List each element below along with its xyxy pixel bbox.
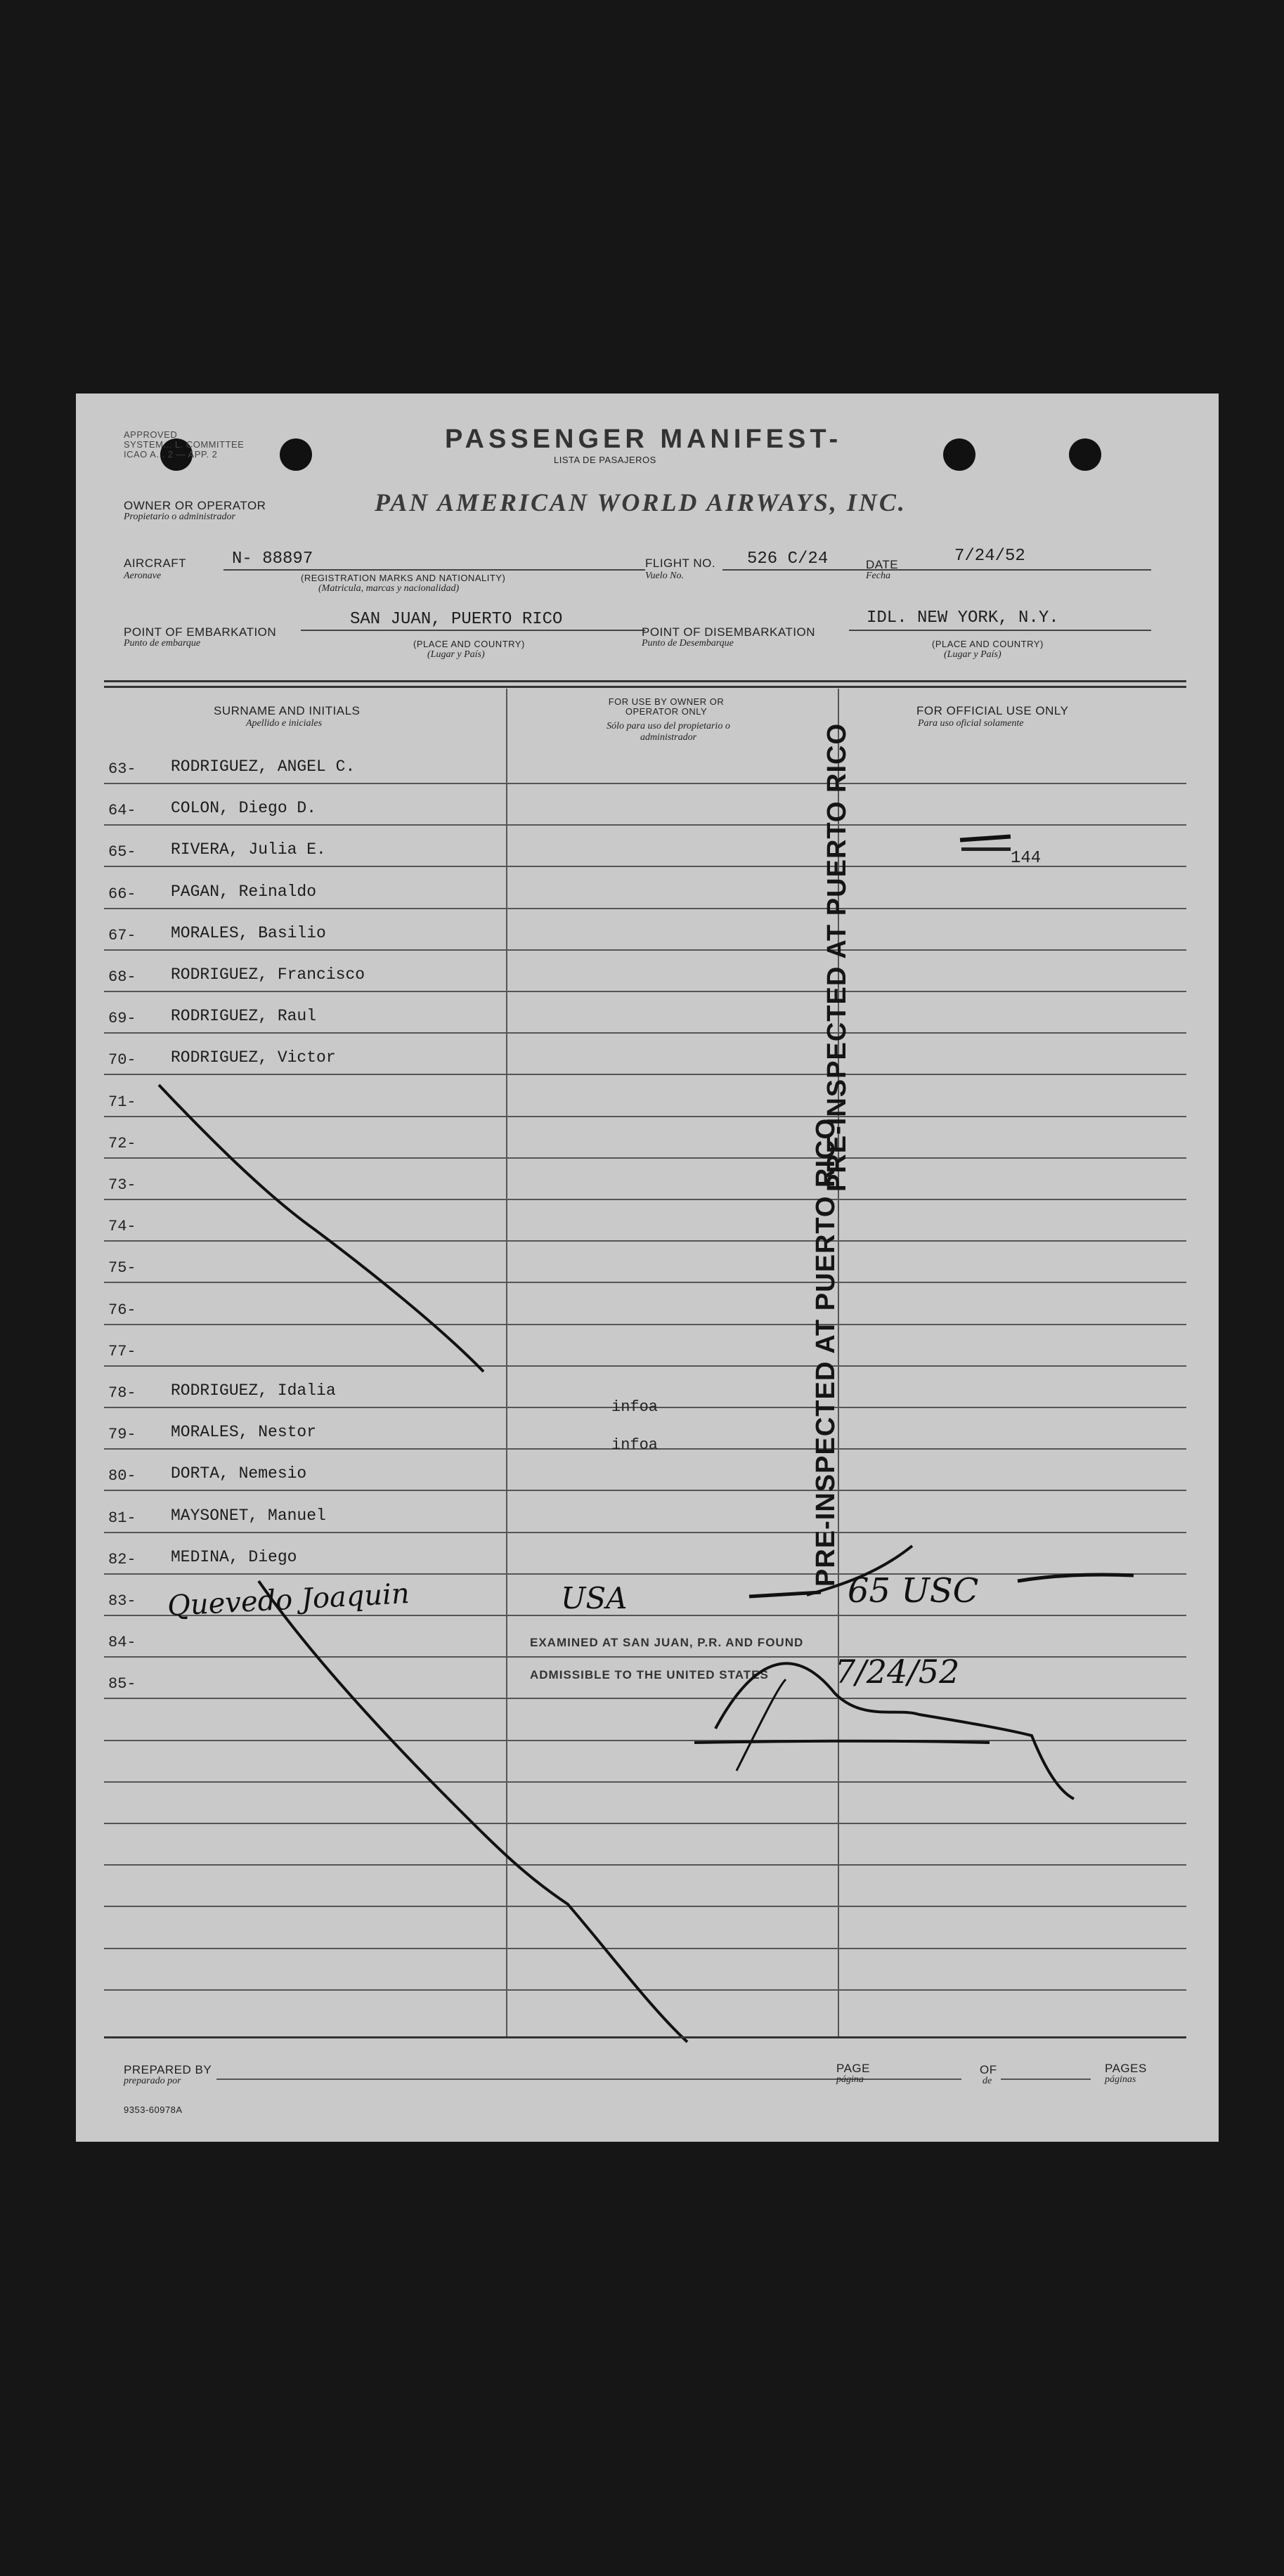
row-rule (104, 783, 1186, 784)
passenger-name: MEDINA, Diego (171, 1547, 297, 1566)
flight-value: 526 C/24 (747, 549, 829, 568)
col-official-header-es: Para uso oficial solamente (918, 718, 1024, 729)
registration-note-es: (Matricula, marcas y nacionalidad) (318, 583, 460, 594)
row-rule (104, 991, 1186, 992)
row-number: 69- (108, 1010, 136, 1028)
passenger-name: MORALES, Basilio (171, 923, 326, 942)
passenger-name: RIVERA, Julia E. (171, 840, 326, 859)
col-official-header: FOR OFFICIAL USE ONLY (916, 704, 1069, 717)
passenger-name: COLON, Diego D. (171, 799, 317, 818)
col-surname-header: SURNAME AND INITIALS (214, 704, 361, 717)
aircraft-label-es: Aeronave (124, 571, 162, 581)
disembark-place-note: (PLACE AND COUNTRY) (932, 639, 1044, 649)
row-rule (104, 1948, 1186, 1949)
pages-label: PAGES (1105, 2062, 1147, 2075)
date-value: 7/24/52 (954, 547, 1025, 566)
embark-label: POINT OF EMBARKATION (124, 625, 277, 639)
row-number: 63- (108, 760, 136, 778)
row-rule (104, 1157, 1186, 1159)
handwritten-count: 65 USC (848, 1571, 979, 1611)
registration-note: (REGISTRATION MARKS AND NATIONALITY) (301, 573, 506, 583)
prepared-label: PREPARED BY (124, 2063, 212, 2076)
row-rule (104, 1116, 1186, 1117)
punch-hole-icon (1069, 438, 1101, 471)
row-rule (104, 1532, 1186, 1533)
flight-label: FLIGHT NO. (645, 557, 716, 570)
owner-label-es: Propietario o administrador (124, 512, 235, 522)
row-rule (104, 1823, 1186, 1824)
row-rule (104, 824, 1186, 826)
passenger-name: MORALES, Nestor (171, 1423, 317, 1442)
row-rule (104, 1074, 1186, 1075)
approval-note: APPROVED SYSTEM... L. COMMITTEE ICAO A... 2 — APP. 2 (124, 429, 245, 460)
row-rule (104, 1781, 1186, 1783)
row-number: 81- (108, 1509, 136, 1527)
infoa-note: infoa (611, 1436, 659, 1454)
row-rule (104, 1240, 1186, 1242)
row-number: 83- (108, 1592, 136, 1610)
punch-hole-icon (943, 438, 975, 471)
passenger-name: RODRIGUEZ, Raul (171, 1007, 317, 1026)
handwritten-nationality: USA (561, 1581, 628, 1615)
row-number: 80- (108, 1467, 136, 1485)
aircraft-value: N- 88897 (232, 549, 313, 568)
row-number: 64- (108, 802, 136, 820)
row-rule (104, 1365, 1186, 1367)
row-number: 77- (108, 1342, 136, 1360)
passenger-name: RODRIGUEZ, Victor (171, 1048, 336, 1067)
row-number: 78- (108, 1384, 136, 1402)
form-code: 9353-60978A (124, 2105, 183, 2115)
row-rule (104, 908, 1186, 909)
infoa-note: infoa (611, 1398, 659, 1416)
page-label: PAGE (836, 2062, 870, 2075)
row-rule (104, 1740, 1186, 1741)
passenger-name: RODRIGUEZ, Francisco (171, 965, 365, 984)
row-rule (104, 1032, 1186, 1034)
row-rule (104, 1573, 1186, 1575)
embark-value: SAN JUAN, PUERTO RICO (350, 610, 563, 629)
row-number: 67- (108, 926, 136, 944)
owner-label: OWNER OR OPERATOR (124, 499, 266, 512)
admissible-stamp: ADMISSIBLE TO THE UNITED STATES (530, 1668, 769, 1681)
row-rule (104, 1698, 1186, 1699)
row-number: 85- (108, 1675, 136, 1693)
row-rule (104, 1324, 1186, 1325)
disembark-place-note-es: (Lugar y País) (944, 649, 1001, 660)
of-label: OF (980, 2063, 997, 2076)
row-number: 84- (108, 1634, 136, 1652)
row-rule (104, 1656, 1186, 1658)
row-rule (104, 1989, 1186, 1991)
aircraft-label: AIRCRAFT (124, 557, 186, 570)
embark-place-note-es: (Lugar y País) (427, 649, 485, 660)
pages-label-es: páginas (1105, 2074, 1136, 2085)
row-number: 74- (108, 1218, 136, 1236)
row-rule (104, 949, 1186, 951)
examined-stamp: EXAMINED AT SAN JUAN, P.R. AND FOUND (530, 1636, 804, 1649)
company-name: PAN AMERICAN WORLD AIRWAYS, INC. (375, 488, 907, 516)
passenger-name: RODRIGUEZ, Idalia (171, 1381, 336, 1400)
row-rule (104, 1864, 1186, 1866)
of-label-es: de (983, 2076, 992, 2086)
handwritten-name: Quevedo Joaquin (167, 1578, 410, 1622)
handwritten-date: 7/24/52 (835, 1653, 960, 1691)
preinspected-stamp: PRE-INSPECTED AT PUERTO RICO (822, 722, 852, 1192)
passenger-name: PAGAN, Reinaldo (171, 882, 317, 901)
disembark-value: IDL. NEW YORK, N.Y. (867, 609, 1059, 627)
col-surname-header-es: Apellido e iniciales (246, 718, 323, 729)
row-number: 66- (108, 885, 136, 903)
embark-place-note: (PLACE AND COUNTRY) (413, 639, 525, 649)
row-number: 71- (108, 1093, 136, 1111)
row-number: 70- (108, 1051, 136, 1069)
row-rule (104, 1199, 1186, 1200)
strikeout-mark (960, 834, 1011, 842)
form-title: PASSENGER MANIFEST- (445, 424, 843, 454)
row-number: 79- (108, 1426, 136, 1444)
manifest-page (76, 393, 1219, 2142)
row-number: 75- (108, 1259, 136, 1277)
pen-strokes (76, 393, 1219, 2142)
row-number: 76- (108, 1301, 136, 1319)
row-number: 73- (108, 1176, 136, 1194)
row-rule (104, 1282, 1186, 1283)
disembark-label-es: Punto de Desembarque (642, 638, 734, 649)
date-label: DATE (866, 558, 899, 571)
passenger-name: RODRIGUEZ, ANGEL C. (171, 757, 356, 776)
page-label-es: página (836, 2074, 864, 2085)
col-owner-header: FOR USE BY OWNER OR OPERATOR ONLY (608, 696, 725, 717)
col-owner-header-es: Sólo para uso del propietario o administrador (607, 721, 730, 743)
form-subtitle: LISTA DE PASAJEROS (554, 455, 656, 465)
date-label-es: Fecha (866, 571, 890, 581)
flight-label-es: Vuelo No. (645, 571, 684, 581)
row-number: 72- (108, 1134, 136, 1152)
passenger-name: MAYSONET, Manuel (171, 1506, 326, 1525)
row-number: 68- (108, 968, 136, 986)
official-count: 144 (1011, 849, 1042, 868)
embark-label-es: Punto de embarque (124, 638, 201, 649)
passenger-name: DORTA, Nemesio (171, 1464, 307, 1483)
row-rule (104, 1906, 1186, 1907)
disembark-label: POINT OF DISEMBARKATION (642, 625, 816, 639)
preinspected-stamp: PRE-INSPECTED AT PUERTO RICO (811, 1117, 841, 1587)
row-number: 82- (108, 1550, 136, 1568)
strikeout-mark (961, 847, 1011, 851)
row-rule (104, 1490, 1186, 1491)
row-number: 65- (108, 843, 136, 861)
punch-hole-icon (280, 438, 312, 471)
prepared-label-es: preparado por (124, 2076, 181, 2086)
